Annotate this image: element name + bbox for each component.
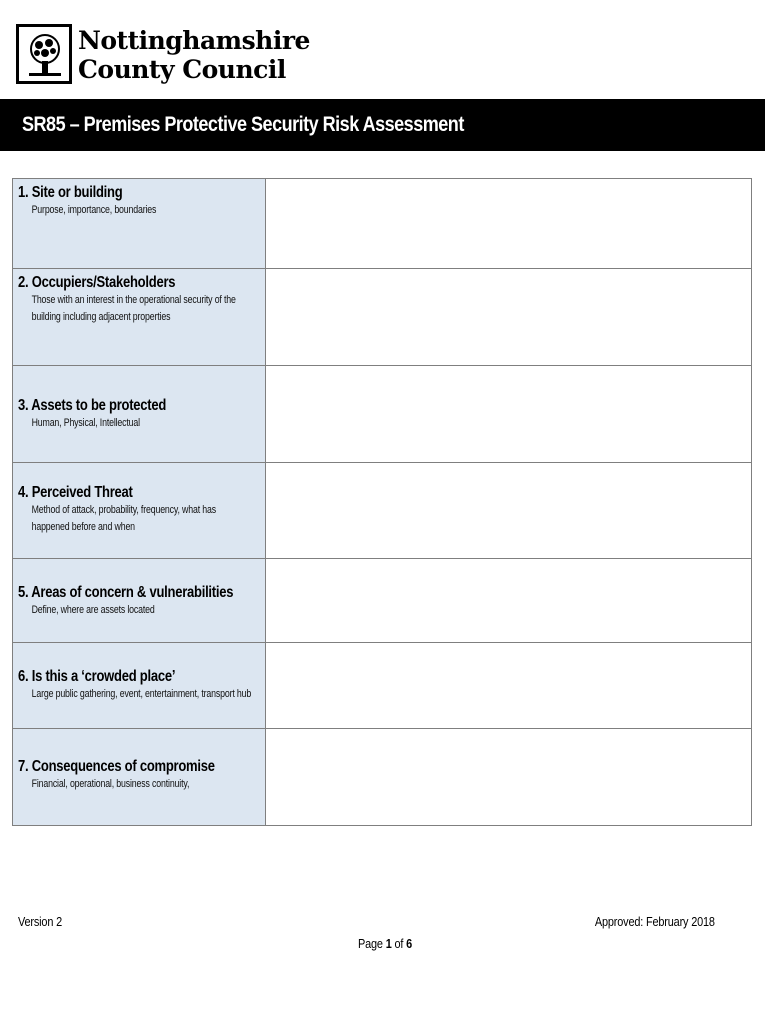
row-label-cell bbox=[13, 179, 266, 269]
row-title: 2. Occupiers/Stakeholders bbox=[18, 274, 176, 291]
row-label-cell bbox=[13, 643, 266, 729]
row-value-cell[interactable] bbox=[266, 463, 752, 559]
row-value-cell[interactable] bbox=[266, 269, 752, 366]
row-description: Human, Physical, Intellectual bbox=[31, 417, 140, 429]
row-value-cell[interactable] bbox=[266, 559, 752, 643]
org-name-line1: Nottinghamshire bbox=[78, 26, 310, 55]
row-title: 5. Areas of concern & vulnerabilities bbox=[18, 584, 234, 601]
row-description: Method of attack, probability, frequency, what has happened before and when bbox=[31, 504, 217, 533]
row-value-cell[interactable] bbox=[266, 366, 752, 463]
row-value-cell[interactable] bbox=[266, 729, 752, 826]
table-row bbox=[13, 179, 752, 269]
row-label-cell bbox=[13, 559, 266, 643]
table-row bbox=[13, 643, 752, 729]
page-prefix: Page bbox=[358, 936, 386, 951]
table-row bbox=[13, 559, 752, 643]
row-title: 1. Site or building bbox=[18, 184, 123, 201]
document-title: SR85 – Premises Protective Security Risk Assessment bbox=[22, 113, 464, 136]
table-row bbox=[13, 463, 752, 559]
table-row bbox=[13, 366, 752, 463]
row-label-cell bbox=[13, 269, 266, 366]
row-label-cell bbox=[13, 729, 266, 826]
row-description: Purpose, importance, boundaries bbox=[31, 204, 157, 216]
table-row bbox=[13, 729, 752, 826]
tree-emblem-icon bbox=[16, 24, 72, 84]
row-label-cell bbox=[13, 463, 266, 559]
row-description: Those with an interest in the operational security of the building including adjacent properties bbox=[31, 294, 236, 323]
page-current: 1 bbox=[385, 936, 392, 951]
row-title: 3. Assets to be protected bbox=[18, 397, 167, 414]
document-title-bar bbox=[0, 99, 765, 151]
version-label: Version 2 bbox=[18, 914, 63, 929]
row-value-cell[interactable] bbox=[266, 643, 752, 729]
row-title: 7. Consequences of compromise bbox=[18, 758, 215, 775]
risk-assessment-table bbox=[12, 178, 752, 826]
org-name-line2: County Council bbox=[78, 55, 286, 84]
row-label-cell bbox=[13, 366, 266, 463]
approved-date: Approved: February 2018 bbox=[595, 914, 715, 929]
row-value-cell[interactable] bbox=[266, 179, 752, 269]
row-description: Large public gathering, event, entertainment, transport hub bbox=[31, 688, 252, 700]
page-total: 6 bbox=[406, 936, 413, 951]
org-name bbox=[78, 26, 310, 84]
row-description: Define, where are assets located bbox=[31, 604, 155, 616]
page-number bbox=[358, 936, 412, 951]
row-title: 6. Is this a ‘crowded place’ bbox=[18, 668, 176, 685]
council-logo bbox=[16, 24, 310, 90]
row-title: 4. Perceived Threat bbox=[18, 484, 133, 501]
page-of: of bbox=[391, 936, 407, 951]
table-row bbox=[13, 269, 752, 366]
row-description: Financial, operational, business continuity, bbox=[31, 778, 190, 790]
